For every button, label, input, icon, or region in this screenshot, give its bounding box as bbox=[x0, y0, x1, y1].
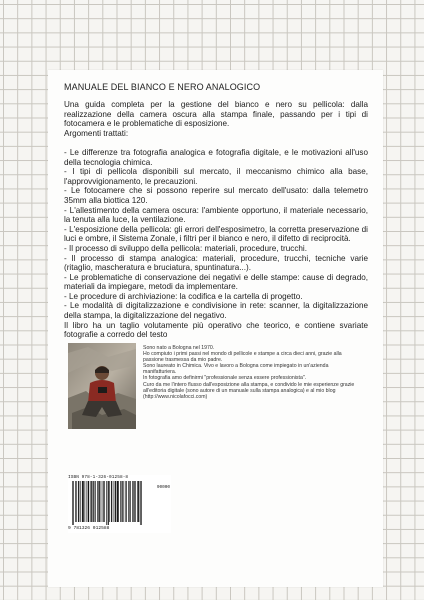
barcode-bar bbox=[118, 481, 119, 522]
topic-item: - I tipi di pellicola disponibili sul mercato, il meccanismo chimico alla base, l'approvvigionamento, le precauzioni. bbox=[64, 167, 368, 186]
topic-item: - L'allestimento della camera oscura: l'ambiente opportuno, il materiale necessario, la tenuta alla luce, la ventilazione. bbox=[64, 205, 368, 225]
barcode-bar bbox=[91, 481, 92, 522]
book-description bbox=[64, 100, 368, 340]
barcode-bar bbox=[133, 481, 134, 522]
barcode-bar bbox=[83, 481, 84, 522]
bio-line: In fotografia amo definirmi "professionale senza essere professionista". bbox=[143, 375, 307, 382]
barcode-bar bbox=[94, 481, 95, 522]
barcode-bar bbox=[122, 481, 123, 522]
topics-heading: Argomenti trattati: bbox=[64, 128, 129, 138]
bio-line: Curo da me l'intero flusso dall'esposizione alla stampa, e condivido le mie esperienze grazie all'editoria digitale (sono autore di un manuale sulla stampa analogica) e al mio blog (http://www.nicolafocci.com) bbox=[143, 381, 355, 400]
barcode-bar bbox=[82, 481, 83, 522]
barcode-bar bbox=[93, 481, 94, 522]
barcode-bar bbox=[100, 481, 101, 522]
barcode-bar bbox=[130, 481, 131, 522]
barcode-bar bbox=[138, 481, 139, 522]
topic-item: - Il processo di sviluppo della pellicola: materiali, procedure, trucchi. bbox=[64, 243, 307, 253]
topic-item: - Le fotocamere che si possono reperire sul mercato dell'usato: dalla telemetro 35mm alla biottica 120. bbox=[64, 186, 368, 205]
barcode-bar bbox=[79, 481, 80, 522]
author-photo-image bbox=[68, 343, 136, 429]
barcode-bar bbox=[140, 481, 141, 525]
barcode-bar bbox=[123, 481, 124, 522]
barcode-bar bbox=[118, 481, 119, 522]
barcode-bar bbox=[135, 481, 136, 522]
book-title: MANUALE DEL BIANCO E NERO ANALOGICO bbox=[64, 82, 261, 92]
barcode-bar bbox=[102, 481, 103, 522]
closing-paragraph: Il libro ha un taglio volutamente più operativo che teorico, e contiene svariate fotografie a corredo del testo bbox=[64, 320, 368, 340]
topic-item: - L'esposizione della pellicola: gli errori dell'esposimetro, la corretta preservazione di luci e ombre, il Sistema Zonale, i filtri per il bianco e nero, il difetto di reciprocità. bbox=[64, 224, 368, 244]
barcode-bar bbox=[89, 481, 90, 522]
barcode-bar bbox=[80, 481, 81, 522]
barcode-bar bbox=[109, 481, 110, 522]
barcode-bar bbox=[117, 481, 118, 522]
barcode-bar bbox=[132, 481, 133, 522]
barcode-bars bbox=[72, 481, 144, 525]
barcode-bar bbox=[112, 481, 113, 522]
barcode-bar bbox=[126, 481, 127, 522]
barcode-bar bbox=[103, 481, 104, 522]
bio-line: Sono laureato in Chimica. Vivo e lavoro a Bologna come impiegato in un'azienda manifatturiera. bbox=[143, 363, 329, 376]
barcode-bar bbox=[134, 481, 135, 522]
spacer bbox=[64, 138, 368, 148]
barcode-bar bbox=[97, 481, 98, 522]
intro-paragraph: Una guida completa per la gestione del bianco e nero su pellicola: dalla realizzazione della camera oscura alla stampa finale, passando per i tipi di fotocamera e le problematiche di esposizione. bbox=[64, 100, 368, 129]
topic-item: - Il processo di stampa analogica: materiali, procedure, trucchi, tecniche varie (ritaglio, mascheratura e bruciatura, spuntinatura...). bbox=[64, 253, 368, 273]
barcode-bar bbox=[78, 481, 79, 522]
barcode-bar bbox=[75, 481, 76, 522]
bio-line: Sono nato a Bologna nel 1970. bbox=[143, 345, 215, 351]
barcode-bar bbox=[111, 481, 112, 522]
barcode-bar bbox=[95, 481, 96, 522]
barcode-bar bbox=[120, 481, 121, 522]
barcode-bar bbox=[129, 481, 130, 522]
barcode-bar bbox=[106, 481, 107, 525]
barcode-bar bbox=[98, 481, 99, 522]
bio-line: Ho compiuto i primi passi nel mondo di pellicole e stampe a circa dieci anni, grazie alla passione trasmessa da mio padre. bbox=[143, 351, 342, 364]
barcode-bar bbox=[128, 481, 129, 522]
barcode-bar bbox=[141, 481, 142, 525]
topic-item: - Le modalità di digitalizzazione e condivisione in rete: scanner, la digitalizzazione della stampa, la digitalizzazione del negativo. bbox=[64, 301, 368, 321]
barcode-bar bbox=[108, 481, 109, 525]
barcode-bar bbox=[108, 481, 109, 525]
barcode-bar bbox=[88, 481, 89, 522]
topic-item: - Le procedure di archiviazione: la codifica e la cartella di progetto. bbox=[64, 291, 303, 301]
barcode-bar bbox=[73, 481, 74, 525]
cover-text-panel bbox=[48, 70, 383, 587]
ean-number: 9 781326 012588 bbox=[68, 526, 110, 531]
barcode-bar bbox=[87, 481, 88, 522]
barcode-bar bbox=[114, 481, 115, 522]
barcode-bar bbox=[83, 481, 84, 522]
isbn-label: ISBN 978-1-326-01258-8 bbox=[68, 475, 129, 480]
barcode-bar bbox=[99, 481, 100, 522]
barcode-bar bbox=[122, 481, 123, 522]
barcode-bar bbox=[115, 481, 116, 522]
barcode-bar bbox=[85, 481, 86, 522]
topic-item: - Le problematiche di conservazione dei negativi e delle stampe: cause di degrado, materiali da impiegare, metodi da implementare. bbox=[64, 272, 368, 292]
barcode-bar bbox=[90, 481, 91, 522]
isbn-barcode bbox=[68, 475, 171, 533]
barcode-bar bbox=[104, 481, 105, 522]
barcode-bar bbox=[76, 481, 77, 522]
barcode-bar bbox=[92, 481, 93, 522]
price-code: 90000 bbox=[156, 485, 170, 490]
barcode-bar bbox=[72, 481, 73, 525]
topic-item: - Le differenze tra fotografia analogica e fotografia digitale, e le motivazioni all'uso della tecnologia chimica. bbox=[64, 147, 368, 167]
barcode-bar bbox=[116, 481, 117, 522]
barcode-bar bbox=[139, 481, 140, 522]
barcode-bar bbox=[137, 481, 138, 522]
author-bio bbox=[143, 345, 358, 400]
barcode-bar bbox=[125, 481, 126, 522]
author-photo bbox=[68, 343, 136, 429]
